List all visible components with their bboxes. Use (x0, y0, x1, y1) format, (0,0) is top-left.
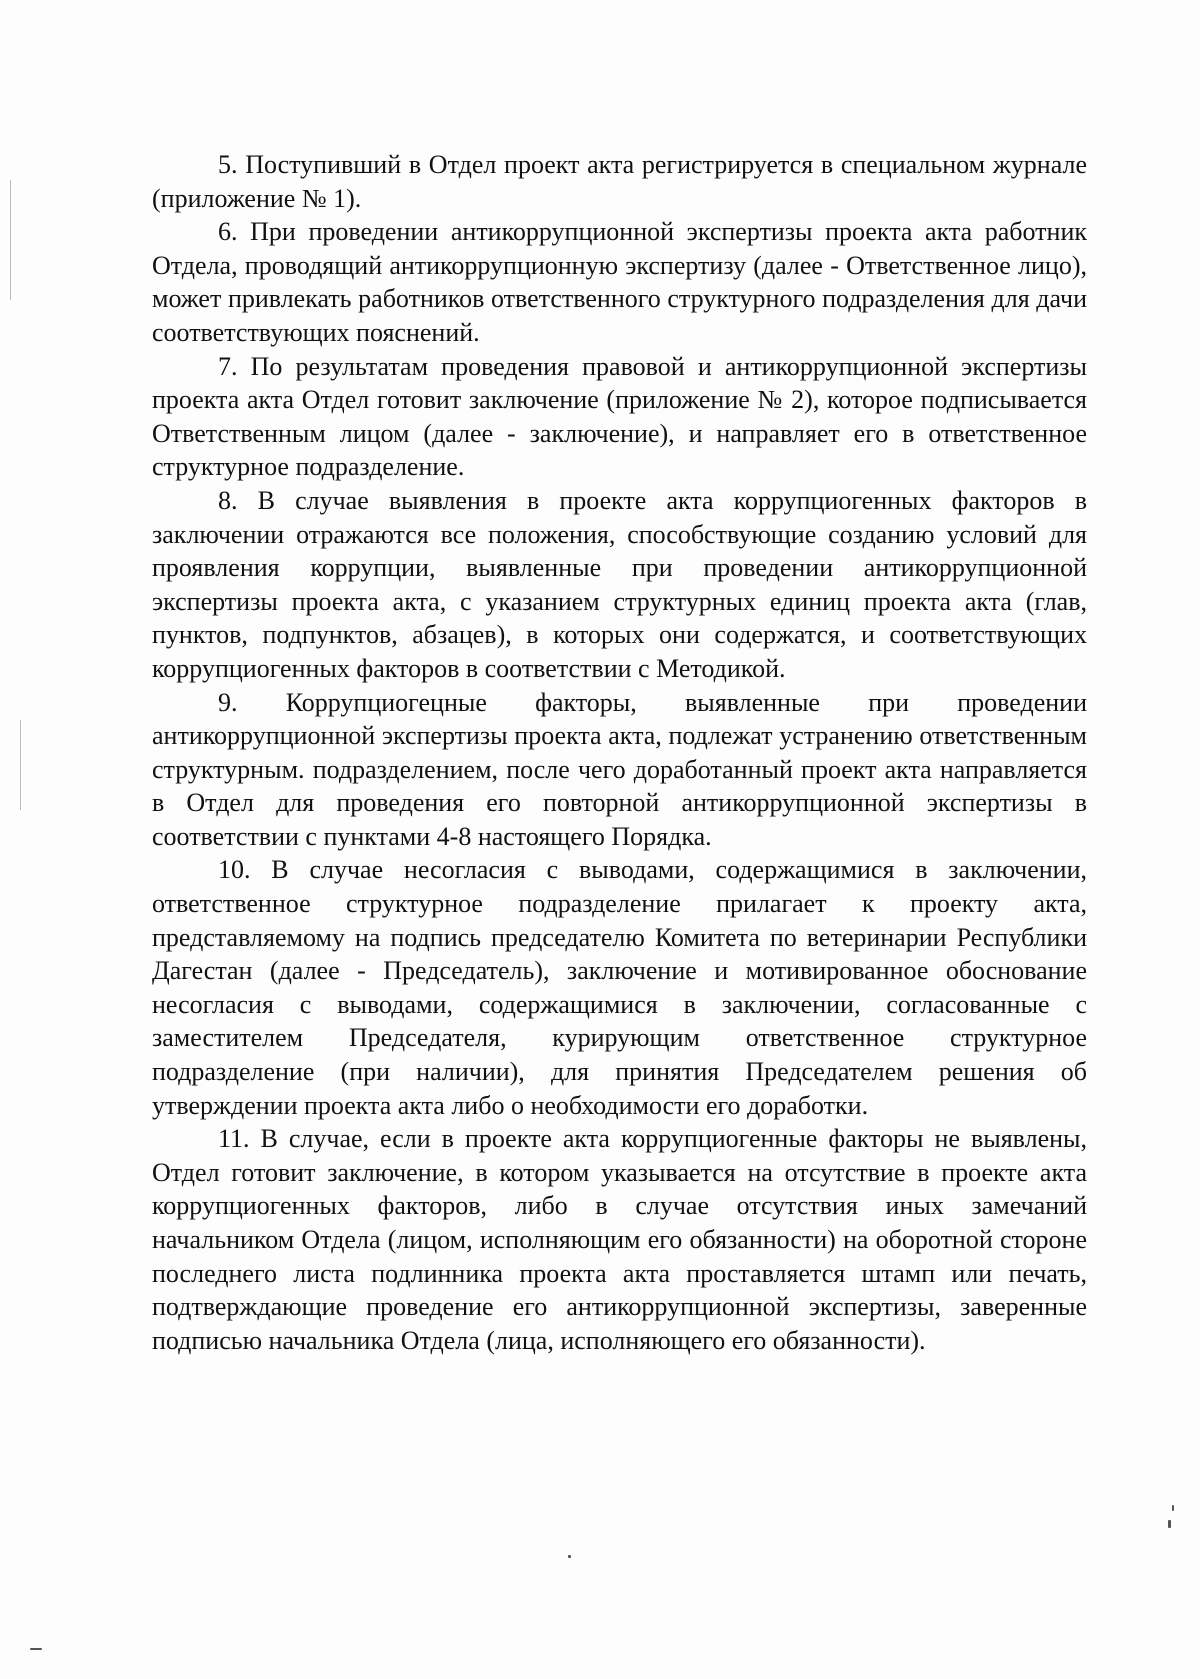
paragraph-7: 7. По результатам проведения правовой и антикоррупционной экспертизы проекта акта Отдел готовит заключение (приложение № 2), которое подписывается Ответственным лицом (далее - заключение), и направляет его в ответственное структурное подразделение. (152, 351, 1087, 482)
paragraph-8: 8. В случае выявления в проекте акта коррупциогенных факторов в заключении отражаются все положения, способствующие созданию условий для проявления коррупции, выявленные при проведении антикоррупционной экспертизы проекта акта, с указанием структурных единиц проекта акта (глав, пунктов, подпунктов, абзацев), в которых они содержатся, и соответствующих коррупциогенных факторов в соответствии с Методикой. (152, 485, 1087, 683)
paragraph-10: 10. В случае несогласия с выводами, содержащимися в заключении, ответственное структурное подразделение прилагает к проекту акта, представляемому на подпись председателю Комитета по ветеринарии Республики Дагестан (далее - Председатель), заключение и мотивированное обоснование несогласия с выводами, содержащимися в заключении, согласованные с заместителем Председателя, курирующим ответственное структурное подразделение (при наличии), для принятия Председателем решения об утверждении проекта акта либо о необходимости его доработки. (152, 855, 1087, 1120)
scan-speck (568, 1555, 571, 1558)
scan-speck (1172, 1505, 1174, 1511)
scan-speck (30, 1648, 42, 1650)
scan-edge-mark (20, 720, 21, 810)
paragraph-5: 5. Поступивший в Отдел проект акта регистрируется в специальном журнале (приложение № 1). (152, 150, 1087, 213)
paragraph-9: 9. Коррупциогецные факторы, выявленные при проведении антикоррупционной экспертизы проекта акта, подлежат устранению ответственным структурным. подразделением, после чего доработанный проект акта направляется в Отдел для проведения его повторной антикоррупционной экспертизы в соответствии с пунктами 4-8 настоящего Порядка. (152, 687, 1087, 851)
scan-edge-mark (10, 180, 11, 300)
scan-speck (1168, 1520, 1171, 1528)
paragraph-6: 6. При проведении антикоррупционной экспертизы проекта акта работник Отдела, проводящий антикоррупционную экспертизу (далее - Ответственное лицо), может привлекать работников ответственного структурного подразделения для дачи соответствующих пояснений. (152, 217, 1087, 347)
paragraph-11: 11. В случае, если в проекте акта коррупциогенные факторы не выявлены, Отдел готовит заключение, в котором указывается на отсутствие в проекте акта коррупциогенных факторов, либо в случае отсутствия иных замечаний начальником Отдела (лицом, исполняющим его обязанности) на оборотной стороне последнего листа подлинника проекта акта проставляется штамп или печать, подтверждающие проведение его антикоррупционной экспертизы, заверенные подписью начальника Отдела (лица, исполняющего его обязанности). (152, 1124, 1087, 1355)
document-body (152, 148, 1087, 1357)
